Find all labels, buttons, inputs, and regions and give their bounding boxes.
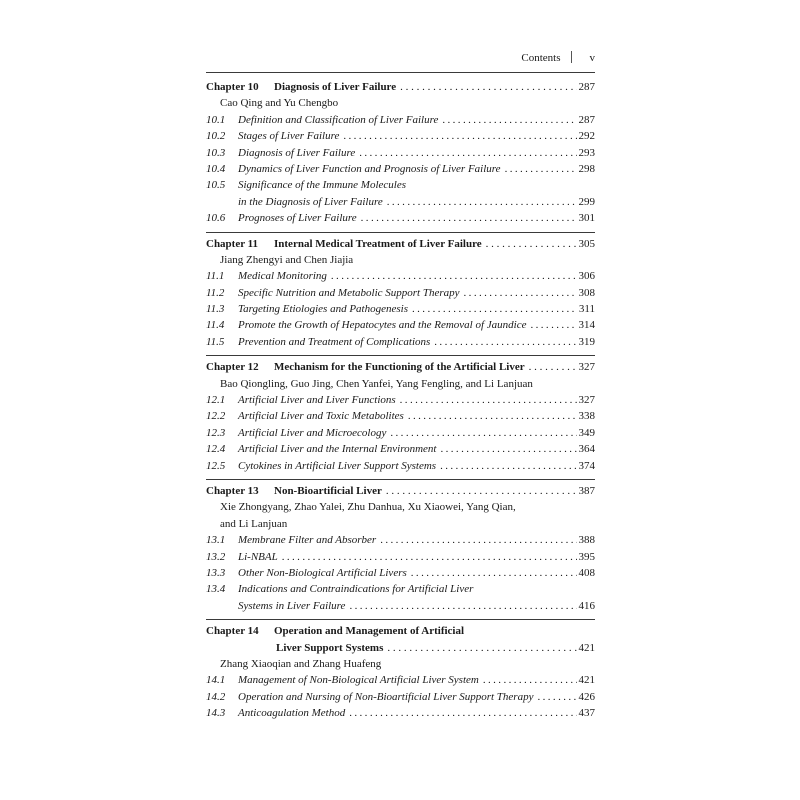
chapter-title: Non-Bioartificial Liver [274,484,382,497]
dot-leader [529,359,577,375]
section-page-number: 437 [578,707,595,720]
dot-leader [434,334,576,350]
chapter-heading[interactable] [206,79,595,95]
dot-leader [486,236,577,252]
section-entry[interactable] [206,458,595,474]
section-title: Diagnosis of Liver Failure [238,146,356,159]
section-number: 13.3 [206,566,226,579]
section-page-number: 374 [578,459,595,472]
chapter-block [206,355,595,474]
section-entry[interactable] [206,285,595,301]
section-number: 11.4 [206,319,225,332]
dot-leader [282,549,577,565]
section-entry[interactable] [206,145,595,161]
chapter-heading[interactable] [206,236,595,252]
section-page-number: 287 [578,113,595,126]
dot-leader [331,268,577,284]
section-number: 10.1 [206,113,226,126]
chapter-page-number: 421 [578,641,595,654]
section-title: Significance of the Immune Molecules [238,179,407,192]
section-page-number: 314 [578,319,595,332]
section-page-number: 299 [578,195,595,208]
dot-leader [380,532,576,548]
section-title: Prevention and Treatment of Complications [238,335,431,348]
section-title: Indications and Contraindications for Artificial Liver [238,583,474,596]
section-title: Definition and Classification of Liver Failure [238,113,439,126]
section-number: 14.2 [206,690,226,703]
section-entry[interactable] [206,210,595,226]
dot-leader [530,317,576,333]
dot-leader [386,483,577,499]
section-number: 14.3 [206,707,226,720]
section-title: Targeting Etiologies and Pathogenesis [238,303,408,316]
dot-leader [442,112,576,128]
section-entry[interactable] [206,177,595,193]
chapter-block [206,232,595,351]
section-number: 11.2 [206,286,225,299]
section-title: Management of Non-Biological Artificial Liver System [238,674,479,687]
section-number: 10.2 [206,130,226,143]
chapter-heading[interactable] [206,483,595,499]
section-number: 10.3 [206,146,226,159]
dot-leader [387,194,577,210]
chapter-number: Chapter 10 [206,81,259,93]
dot-leader [359,145,576,161]
dot-leader [483,672,577,688]
section-entry[interactable] [206,689,595,705]
section-page-number: 338 [578,410,595,423]
section-page-number: 349 [578,426,595,439]
dot-leader [343,128,576,144]
chapter-authors: Cao Qing and Yu Chengbo [220,97,339,110]
section-entry[interactable] [206,301,595,317]
running-head-divider [571,51,572,63]
section-number: 10.5 [206,179,226,192]
section-number: 14.1 [206,674,226,687]
dot-leader [505,161,577,177]
section-page-number: 292 [578,130,595,143]
section-title: Li-NBAL [238,550,278,563]
chapter-heading[interactable] [206,359,595,375]
section-page-number: 426 [578,690,595,703]
section-entry[interactable] [206,565,595,581]
dot-leader [537,689,576,705]
running-head [400,51,595,64]
section-entry[interactable] [206,705,595,721]
section-title-continuation: in the Diagnosis of Liver Failure [238,195,383,208]
section-entry[interactable] [206,532,595,548]
chapter-authors: and Li Lanjuan [220,517,288,530]
section-entry[interactable] [206,334,595,350]
dot-leader [440,441,576,457]
section-number: 11.3 [206,303,225,316]
chapter-page-number: 287 [578,81,595,93]
running-head-page-number: v [589,52,595,64]
section-page-number: 293 [578,146,595,159]
section-number: 12.4 [206,443,226,456]
chapter-page-number: 327 [578,361,595,374]
section-title: Specific Nutrition and Metabolic Support Therapy [238,286,460,299]
table-of-contents [206,72,595,726]
chapter-number: Chapter 12 [206,361,259,374]
dot-leader [464,285,577,301]
section-title: Artificial Liver and the Internal Environment [238,443,437,456]
section-page-number: 301 [578,212,595,225]
section-entry[interactable] [206,317,595,333]
section-page-number: 421 [578,674,595,687]
section-page-number: 311 [578,303,595,316]
chapter-title: Internal Medical Treatment of Liver Failure [274,237,482,250]
chapter-page-number: 305 [578,237,595,250]
section-title: Medical Monitoring [238,270,327,283]
running-head-label: Contents [521,52,561,64]
section-entry[interactable] [206,268,595,284]
chapter-number: Chapter 13 [206,484,259,497]
section-number: 12.3 [206,426,226,439]
dot-leader [411,565,577,581]
section-title: Operation and Nursing of Non-Bioartificial Liver Support Therapy [238,690,534,703]
section-title: Dynamics of Liver Function and Prognosis of Liver Failure [238,162,501,175]
section-entry-continued[interactable] [206,194,595,210]
chapter-page-number: 387 [578,484,595,497]
dot-leader [412,301,577,317]
section-entry[interactable] [206,128,595,144]
section-number: 11.5 [206,335,225,348]
chapter-title: Operation and Management of Artificial [274,625,465,638]
chapter-heading-continued[interactable] [206,640,595,656]
section-title: Stages of Liver Failure [238,130,340,143]
section-entry[interactable] [206,581,595,597]
section-title: Artificial Liver and Toxic Metabolites [238,410,404,423]
chapter-authors: Zhang Xiaoqian and Zhang Huafeng [220,657,382,670]
dot-leader [349,598,576,614]
chapter-block [206,479,595,614]
section-title: Artificial Liver and Liver Functions [238,394,396,407]
section-title: Prognoses of Liver Failure [238,212,357,225]
chapter-title: Diagnosis of Liver Failure [274,81,397,93]
chapter-block [206,619,595,721]
section-entry-continued[interactable] [206,598,595,614]
section-number: 12.2 [206,410,226,423]
dot-leader [400,79,576,95]
section-entry[interactable] [206,425,595,441]
section-number: 13.4 [206,583,226,596]
section-page-number: 308 [578,286,595,299]
section-entry[interactable] [206,672,595,688]
dot-leader [400,392,577,408]
section-page-number: 364 [578,443,595,456]
chapter-number: Chapter 14 [206,625,259,638]
dot-leader [390,425,576,441]
chapter-authors: Xie Zhongyang, Zhao Yalei, Zhu Danhua, Xu Xiaowei, Yang Qian, [220,501,516,514]
section-page-number: 319 [578,335,595,348]
chapter-title: Mechanism for the Functioning of the Artificial Liver [274,361,525,374]
section-page-number: 306 [578,270,595,283]
chapter-number: Chapter 11 [206,237,259,250]
section-number: 10.6 [206,212,226,225]
section-entry[interactable] [206,112,595,128]
section-entry[interactable] [206,161,595,177]
section-page-number: 395 [578,550,595,563]
section-entry[interactable] [206,441,595,457]
section-number: 13.1 [206,534,226,547]
section-title: Promote the Growth of Hepatocytes and the Removal of Jaundice [238,319,527,332]
chapter-authors: Bao Qiongling, Guo Jing, Chen Yanfei, Yang Fengling, and Li Lanjuan [220,377,533,390]
chapter-heading[interactable] [206,623,595,639]
section-title: Cytokines in Artificial Liver Support Systems [238,459,437,472]
section-number: 11.1 [206,270,225,283]
section-page-number: 416 [578,599,595,612]
section-title: Artificial Liver and Microecology [238,426,387,439]
dot-leader [387,640,576,656]
chapter-block [206,72,595,227]
section-page-number: 408 [578,566,595,579]
section-page-number: 298 [578,162,595,175]
section-title: Anticoagulation Method [238,707,346,720]
dot-leader [361,210,577,226]
section-number: 13.2 [206,550,226,563]
chapter-title-continuation: Liver Support Systems [276,641,384,654]
section-page-number: 388 [578,534,595,547]
section-number: 10.4 [206,162,226,175]
section-entry[interactable] [206,392,595,408]
dot-leader [349,705,576,721]
dot-leader [408,408,577,424]
section-entry[interactable] [206,549,595,565]
dot-leader [440,458,576,474]
section-title: Other Non-Biological Artificial Livers [238,566,407,579]
section-entry[interactable] [206,408,595,424]
section-page-number: 327 [578,394,595,407]
section-number: 12.5 [206,459,226,472]
section-title-continuation: Systems in Liver Failure [238,599,346,612]
section-number: 12.1 [206,394,226,407]
chapter-authors: Jiang Zhengyi and Chen Jiajia [220,253,354,266]
section-title: Membrane Filter and Absorber [238,534,377,547]
